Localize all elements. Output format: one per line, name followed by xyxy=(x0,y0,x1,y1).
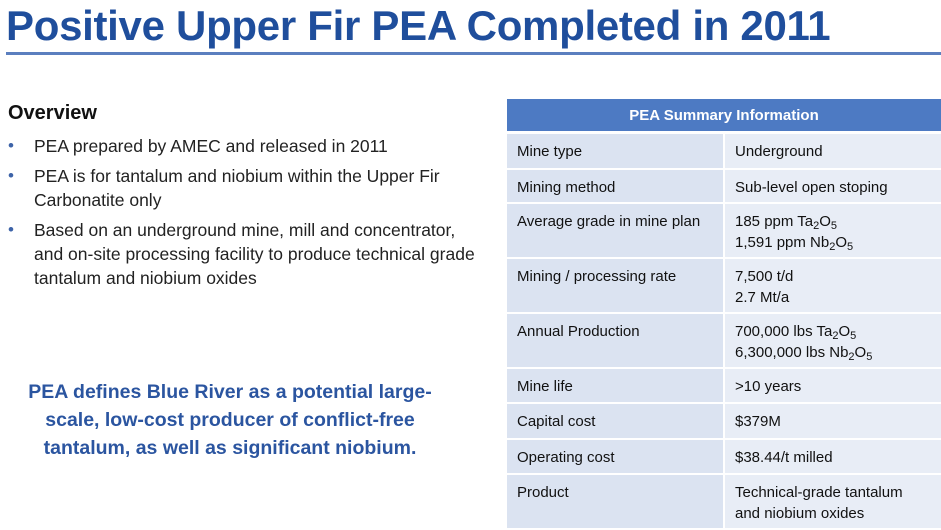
table-row xyxy=(507,203,941,258)
value-text: O xyxy=(854,344,867,361)
row-value xyxy=(724,313,941,368)
value-text: 6,300,000 lbs Nb xyxy=(735,344,849,361)
row-label: Mining / processing rate xyxy=(507,258,724,313)
row-value: $38.44/t milled xyxy=(724,439,941,474)
value-text: O xyxy=(835,234,848,251)
row-value xyxy=(724,203,941,258)
table-row xyxy=(507,258,941,313)
bullet-item xyxy=(8,218,478,290)
subscript: 5 xyxy=(847,241,854,253)
bullet-item xyxy=(8,134,478,158)
value-line: 2.7 Mt/a xyxy=(735,289,790,306)
subscript: 5 xyxy=(830,220,838,232)
bullet-dot-icon: • xyxy=(8,166,14,185)
subscript: 5 xyxy=(866,351,873,363)
row-label: Mining method xyxy=(507,169,724,203)
row-value xyxy=(724,474,941,529)
table-row xyxy=(507,133,941,170)
bullet-text: PEA prepared by AMEC and released in 2011 xyxy=(34,136,388,156)
subscript: 5 xyxy=(850,330,857,342)
value-text: 185 ppm Ta xyxy=(735,213,814,230)
table-row xyxy=(507,368,941,403)
bullet-dot-icon: • xyxy=(8,136,14,155)
value-text: 700,000 lbs Ta xyxy=(735,323,833,340)
row-label: Average grade in mine plan xyxy=(507,203,724,258)
row-value: Underground xyxy=(724,133,941,170)
table-row xyxy=(507,313,941,368)
value-text: 1,591 ppm Nb xyxy=(735,234,830,251)
subscript: 2 xyxy=(832,330,839,342)
row-label: Operating cost xyxy=(507,439,724,474)
subscript: 2 xyxy=(848,351,855,363)
value-line xyxy=(735,232,931,253)
row-value xyxy=(724,258,941,313)
value-line: Technical-grade tantalum xyxy=(735,484,903,501)
row-value: $379M xyxy=(724,403,941,439)
value-text: O xyxy=(838,323,851,340)
overview-bullet-list xyxy=(8,134,478,296)
row-label: Annual Production xyxy=(507,313,724,368)
subscript: 2 xyxy=(829,241,836,253)
table-row xyxy=(507,403,941,439)
bullet-dot-icon: • xyxy=(8,220,14,239)
value-line xyxy=(735,321,931,342)
row-label: Capital cost xyxy=(507,403,724,439)
bullet-text: PEA is for tantalum and niobium within the Upper Fir Carbonatite only xyxy=(34,166,440,210)
value-text: O xyxy=(819,213,831,230)
bullet-item xyxy=(8,164,478,212)
row-label: Mine type xyxy=(507,133,724,170)
overview-heading: Overview xyxy=(8,102,97,124)
highlight-statement: PEA defines Blue River as a potential large-scale, low-cost producer of conflict-free tantalum, as well as significant niobium. xyxy=(28,381,432,459)
table-header: PEA Summary Information xyxy=(507,99,941,133)
bullet-text: Based on an underground mine, mill and concentrator, and on-site processing facility to produce technical grade tantalum and niobium oxides xyxy=(34,220,475,288)
table-row xyxy=(507,169,941,203)
table-row xyxy=(507,474,941,529)
table-row xyxy=(507,439,941,474)
page-title: Positive Upper Fir PEA Completed in 2011 xyxy=(6,2,831,49)
pea-summary-table xyxy=(507,99,941,530)
subscript: 2 xyxy=(813,220,820,232)
value-line xyxy=(735,342,931,363)
row-value: Sub-level open stoping xyxy=(724,169,941,203)
row-label: Product xyxy=(507,474,724,529)
title-underline xyxy=(6,52,941,55)
row-value: >10 years xyxy=(724,368,941,403)
row-label: Mine life xyxy=(507,368,724,403)
value-line: 7,500 t/d xyxy=(735,268,794,285)
value-line: and niobium oxides xyxy=(735,505,865,522)
value-line xyxy=(735,211,931,232)
